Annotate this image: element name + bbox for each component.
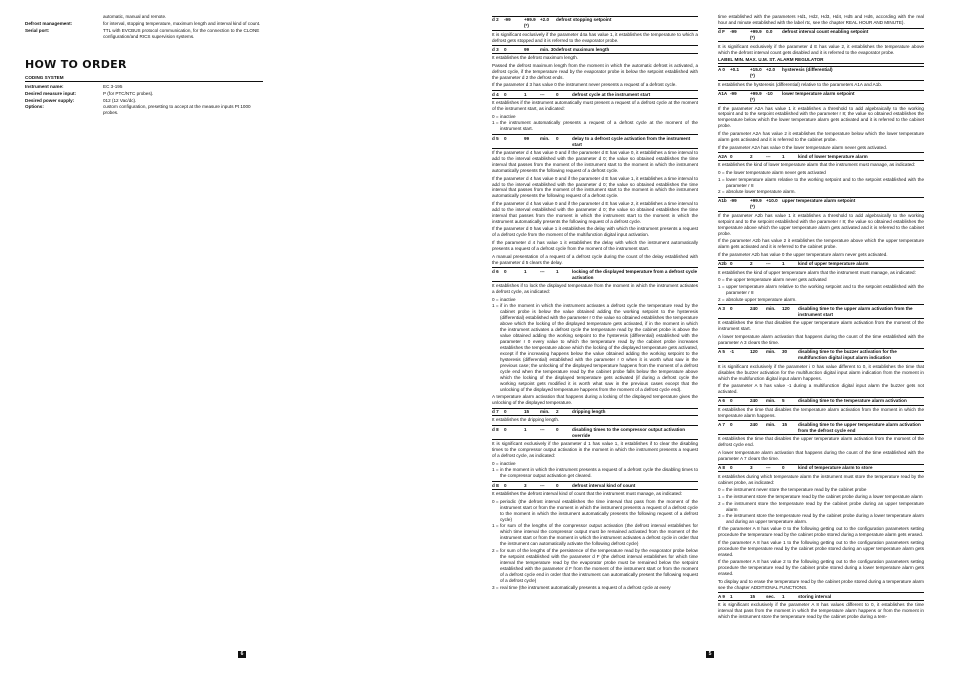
option-text: the instrument never store the temperature read by the cabinet probe [726, 487, 867, 493]
parameter-field: --- [540, 268, 545, 274]
paragraph: If the parameter A2b has value 2 it establishes the temperature above which the upper temperature alarm gets activated and it is referred to the cabinet probe. [718, 238, 924, 250]
option-number: 2 = [492, 548, 499, 553]
parameter-field: 0 [504, 482, 507, 488]
parameter-header [492, 134, 698, 149]
paragraph: If the parameter A 8 has value 2 to the following getting out to the configuration parameters setting procedure the temperature read by the cabinet probe stored during a lower temperature alarm gets erased. [718, 559, 924, 577]
parameter-field: min. [766, 349, 776, 355]
parameter-field: min. 30 [540, 46, 556, 52]
option-item [492, 523, 698, 547]
coding-row: Options: custom configuration, presetting to accept at the measure inputs Pt 1000 probes. [25, 104, 251, 116]
option-text: real time (the instrument automatically presents a request of a defrost cycle at every [500, 584, 671, 590]
parameter-header [718, 260, 924, 269]
parameter-field: A1A [718, 91, 728, 96]
parameter-field: -1 [730, 349, 735, 355]
intro-row: Defrost management: for interval, stopping temperature, maximum length and interval kind of count. [25, 20, 261, 26]
parameter-field: 15 [750, 593, 756, 599]
parameter-field: +99.9 (*) [750, 29, 762, 41]
parameter-field: 240 [750, 398, 758, 404]
option-text: periodic (the defrost interval establishes the time interval that pass from the moment of the instrument start or from the moment in which the instrument presents a request of a defrost cycle to the moment in which the instrument automatically presents the following request of a defrost cycle) [500, 498, 698, 522]
parameter-header [492, 481, 698, 490]
option-text: the lower temperature alarm never gets activated [726, 169, 826, 175]
coding-row: Desired measure input: P (for PTC/NTC probes). [25, 90, 154, 96]
option-text: for sum of the lengths of the persistence of the temperature read by the evaporator probe below the setpoint established with the parameter d F (the defrost interval establishes for which time interval the temperature read by the evaporator probe must be remained below the setpoint established with the parameter d F from the moment of the instrument start or from the moment of a defrost cycle end in order that the instrument can automatically present the following request of a defrost cycle) [500, 548, 698, 583]
parameter-description: kind of lower temperature alarm [798, 153, 868, 159]
parameter-field: d 2 [492, 17, 499, 23]
parameter-field: 0 [504, 268, 507, 274]
paragraph: A temperature alarm activation that happens during a locking of the displayed temperature gives the unlocking of the displayed temperature. [492, 393, 698, 405]
parameter-field: min. [540, 135, 550, 141]
parameter-description: disabling time to the buzzer activation for the multifunction digital input alarm indication [798, 349, 897, 361]
parameter-header [718, 397, 924, 406]
parameter-field: 0 [730, 153, 733, 159]
parameter-field: 3 [524, 482, 527, 488]
paragraph: If the parameter d 0 has value 1 it establishes the delay with which the instrument presents a request of a defrost cycle from the moment of the multifunction digital input activation. [492, 226, 698, 238]
option-text: inactive [500, 460, 516, 466]
parameter-description: delay to a defrost cycle activation from the instrument start [572, 135, 691, 147]
parameter-field: +99.9 (*) [750, 91, 762, 102]
parameter-header [492, 408, 698, 417]
parameter-field: 5 [782, 398, 785, 404]
parameter-field: 3 [750, 465, 753, 471]
parameter-description: kind of upper temperature alarm [798, 261, 869, 267]
parameter-field: 99 [524, 135, 530, 141]
parameter-field: -99 [730, 198, 737, 204]
parameter-field: +15.0 (*) [750, 67, 762, 79]
parameter-description: storing interval [798, 593, 832, 599]
parameter-field: 15 [782, 421, 788, 427]
paragraph: It is significant exclusively if the parameter i 0 has value different to 0, it establishes the time that disables the buzzer activation for the multifunction digital input alarm indication from the moment in which the multifunction digital input alarm happens. [718, 363, 924, 381]
option-number: 0 = [718, 487, 725, 493]
parameter-description: locking of the displayed temperature from a defrost cycle activation [572, 268, 698, 280]
parameter-description: lower temperature alarm setpoint [782, 91, 855, 96]
parameter-header [718, 348, 924, 363]
parameter-header [718, 592, 924, 601]
option-item [718, 513, 924, 525]
parameter-header [718, 420, 924, 435]
parameter-field: A 8 [718, 465, 725, 471]
paragraph: A lower temperature alarm activation that happens during the count of the time established with the parameter A 3 clears the time. [718, 333, 924, 345]
option-item [718, 189, 924, 195]
paragraph: It establishes the dripping length. [492, 417, 560, 423]
option-number: 1 = [492, 467, 499, 473]
parameter-field: min. [766, 305, 776, 311]
intro-row: Serial port: TTL with EVCBUS protocol communication, for the connection to the CLONE configuration/and RICS supervision systems. [25, 27, 260, 39]
option-text: the instrument store the temperature read by the cabinet probe during an upper temperature alarm [726, 500, 924, 512]
parameter-header [718, 28, 924, 43]
parameter-field: 0 [556, 426, 559, 432]
option-item [492, 585, 698, 591]
option-item [492, 120, 698, 132]
parameter-field: sec. [766, 593, 775, 599]
paragraph: It establishes the kind of lower temperature alarm that the instrument must manage, as indicated: [718, 162, 916, 168]
option-number: 2 = [718, 296, 725, 302]
parameter-field: 0 [730, 261, 733, 267]
parameter-field: 15 [524, 408, 530, 414]
option-text: absolute upper temperature alarm. [726, 296, 797, 302]
parameter-field: 0 [782, 465, 785, 471]
parameter-header [492, 45, 698, 54]
option-item [492, 461, 698, 467]
paragraph: If the parameter d 3 has value 0 the instrument never presents a request of a defrost cycle. [492, 82, 677, 88]
parameter-field: A2b [718, 261, 727, 267]
parameter-field: 0 [504, 408, 507, 414]
parameter-field: -99 [730, 29, 737, 35]
parameter-description: defrost maximum length [556, 46, 610, 52]
option-number: 1 = [718, 176, 725, 182]
paragraph: If the parameter d 4 has value 0 and if the parameter d E has value 2, it establishes a time interval to add to the interval established with the parameter d 0; the value so obtained establishes the time interval that passes from the moment in which the instrument start to the moment in which the instrument automatically presents the following request of a defrost cycle. [492, 201, 698, 224]
intro-list [25, 14, 263, 40]
paragraph: It establishes the time that disables the upper temperature alarm activation from the moment of the instrument start. [718, 320, 924, 332]
parameter-field: 1 [524, 426, 527, 432]
parameter-description: disabling time to the upper temperature alarm activation from the defrost cycle end [798, 421, 921, 433]
parameter-field: d 5 [492, 135, 499, 141]
parameter-field: +99.9 (*) [750, 198, 762, 210]
parameter-field: A 0 [718, 67, 725, 73]
parameter-header [718, 304, 924, 319]
parameter-field: 0.0 [766, 29, 773, 35]
parameter-field: -99 [504, 17, 511, 23]
paragraph: It establishes the hysteresis (differential) relative to the parameters A1A and A1b. [718, 81, 883, 87]
paragraph: It establishes during which temperature alarm the instrument must store the temperature read by the cabinet probe, as indicated: [718, 473, 924, 485]
parameter-header [718, 152, 924, 161]
paragraph: A lower temperature alarm activation that happens during the count of the time established with the parameter A 7 clears the time. [718, 449, 924, 461]
parameter-header [718, 197, 924, 212]
parameter-description: disabling time to the temperature alarm activation [798, 398, 907, 404]
option-item [492, 499, 698, 523]
parameter-field: --- [766, 465, 771, 471]
option-text: the upper temperature alarm never gets activated [726, 277, 827, 283]
option-item [718, 277, 924, 283]
parameter-field: 2 [556, 408, 559, 414]
parameter-field: -10 [766, 91, 773, 96]
parameter-field: 2 [750, 153, 753, 159]
paragraph: If the parameter A2A has value 0 the lower temperature alarm never gets activated. [718, 144, 888, 150]
option-text: the instrument store the temperature read by the cabinet probe during a lower temperature alarm [726, 493, 923, 499]
option-number: 3 = [492, 584, 499, 590]
option-number: 1 = [718, 493, 725, 499]
parameter-description: kind of temperature alarm to store [798, 465, 873, 471]
parameter-field: 1 [524, 268, 527, 274]
parameter-field: A 6 [718, 398, 725, 404]
parameter-field: --- [766, 261, 771, 267]
parameter-field: 0 [730, 305, 733, 311]
parameter-field: -99 [730, 91, 737, 96]
option-item [718, 494, 924, 500]
parameter-column-1 [492, 14, 698, 591]
parameter-field: min. [766, 398, 776, 404]
paragraph: If the parameter A2A has value 2 it establishes the temperature below which the lower temperature alarm gets activated and it is referred to the cabinet probe. [718, 130, 924, 142]
parameter-field: 0 [504, 91, 507, 97]
parameter-description: hysteresis (differential) [782, 67, 833, 73]
option-number: 1 = [492, 120, 499, 126]
option-item [718, 170, 924, 176]
parameter-field: 2 [750, 261, 753, 267]
option-number: 2 = [718, 189, 725, 195]
paragraph: It is significant exclusively if the parameter d E has value 2, it establishes the temperature above which the defrost interval count gets disabled and it is referred to the evaporator probe. [718, 43, 924, 55]
option-text: if in the moment in which the instrument activates a defrost cycle the temperature read by the cabinet probe is below the value obtained adding the working setpoint to the hysteresis (differential) established with the parameter r 0 the value so obtained establishes the temperature above which the locking of the displayed temperature gets activated, if in the moment in which the instrument activates a defrost cycle the temperature read by the cabinet probe is above the value obtained adding the working setpoint to the hysteresis (differential) established with the parameter r 0 every value to which the temperature read by the cabinet probe increases establishes the temperature above which the locking of the displayed temperature gets activated, except if the increasing happens below the value obtained adding the working setpoint to the hysteresis (differential) established with the parameter r 0 when it is worth what saw in the previous case; the unlocking of the displayed temperature happens from the moment of a defrost cycle end when the temperature read by the cabinet probe falls below the temperature above which the locking of the displayed temperature gets activated (if during a defrost cycle the working setpoint gets modified it is worth what saw in the previous cases except that the unlocking of the displayed temperature happens from the moment of a defrost cycle end). [500, 303, 698, 393]
paragraph: It establishes the time that disables the upper temperature alarm activation from the moment of the defrost cycle end. [718, 436, 924, 448]
parameter-field: A1b [718, 198, 727, 204]
parameter-field: 0 [504, 135, 507, 141]
parameter-header [492, 90, 698, 99]
paragraph: It is significant exclusively if the parameter d4a has value 1, it establishes the temperature to which a defrost gets stopped and it is referred to the evaporator probe. [492, 31, 698, 43]
paragraph: It establishes if the instrument automatically must present a request of a defrost cycle at the moment of the instrument start, as indicated: [492, 100, 698, 112]
option-text: for sum of the lengths of the compressor output activation (the defrost interval establishes for which time interval the compressor output must be remained activated from the moment of the instrument start or from the moment in which the instrument activates a defrost cycle in order that the instrument can automatically activate the following defrost cycle) [500, 523, 698, 547]
parameter-header [718, 464, 924, 473]
intro-row: automatic, manual and remote. [103, 14, 167, 19]
parameter-field: d 4 [492, 91, 499, 97]
parameter-field: A 9 [718, 593, 725, 599]
option-text: the instrument automatically presents a request of a defrost cycle at the moment of the instrument start. [500, 120, 698, 132]
parameter-field: 0 [504, 426, 507, 432]
option-text: the instrument store the temperature read by the cabinet probe during a lower temperature alarm and during an upper temperature alarm. [726, 513, 924, 525]
option-number: 0 = [492, 460, 499, 466]
paragraph: If the parameter A 8 has value 1 to the following getting out to the configuration parameters setting procedure the temperature read by the cabinet probe stored during an upper temperature alarm gets erased. [718, 539, 924, 557]
option-number: 0 = [718, 277, 725, 283]
option-number: 1 = [492, 523, 499, 529]
parameter-header [718, 66, 924, 81]
paragraph: If the parameter A2b has value 1 it establishes a threshold to add algebraically to the working setpoint and to the setpoint established with the parameter r 8; the value so obtained establishes the temperature above which the upper temperature alarm gets activated and it is referred to the cabinet probe. [718, 212, 924, 236]
how-to-order-heading: HOW TO ORDER [25, 58, 127, 71]
option-text: in the moment in which the instrument presents a request of a defrost cycle the disabling times to the compressor output activation get cleared. [500, 467, 698, 479]
parameter-description: disabling times to the compressor output activation override [572, 426, 686, 438]
parameter-description: defrost interval count enabling setpoint [782, 29, 869, 35]
option-number: 1 = [492, 303, 499, 309]
paragraph: If the parameter A 5 has value -1 during a multifunction digital input alarm the buzzer gets not activated. [718, 383, 924, 395]
paragraph: It establishes the time that disables the temperature alarm activation from the moment in which the temperature alarm happens. [718, 406, 924, 418]
option-number: 2 = [718, 500, 725, 506]
parameter-field: d 8 [492, 426, 499, 432]
parameter-field: d 7 [492, 408, 499, 414]
parameter-field: d E [492, 482, 500, 488]
parameter-field: +0.1 [730, 67, 740, 73]
parameter-description: disabling time to the upper alarm activation from the instrument start [798, 305, 913, 317]
paragraph: If the parameter d 4 has value 0 and if the parameter d E has value 1, it establishes a time interval to add to the interval established with the parameter d 0; the value so obtained establishes the time interval that passes from the moment of the instrument start to the moment in which the instrument automatically presents the following request of a defrost cycle. [492, 175, 698, 199]
option-item [492, 114, 698, 120]
parameter-field: --- [540, 426, 545, 432]
paragraph: If the parameter A 8 has value 0 to the following getting out to the configuration parameters setting procedure the temperature read by the cabinet probe stored during a temperature alarm gets erased. [718, 526, 924, 538]
parameter-field: 1 [556, 268, 559, 274]
paragraph: It establishes the kind of upper temperature alarm that the instrument must manage, as indicated: [718, 269, 916, 275]
parameter-header [718, 90, 924, 105]
paragraph: If the parameter d 4 has value 0 and if the parameter d E has value 0, it establishes a time interval to add to the interval established with the parameter d 0; the value so obtained establishes the time interval that passes from the moment of the instrument start to the moment in which the instrument automatically presents the following request of a defrost cycle. [492, 150, 698, 173]
table-heading: LABEL MIN. MAX. U.M. ST. ALARM REGULATOR [718, 57, 924, 64]
coding-list [25, 84, 263, 117]
parameter-field: 0 [504, 46, 507, 52]
option-item [718, 284, 924, 296]
parameter-field: 0 [730, 398, 733, 404]
parameter-field: +2.0 [540, 17, 550, 23]
parameter-field: +10.0 [766, 198, 778, 204]
option-number: 0 = [718, 169, 725, 175]
option-item [492, 548, 698, 584]
parameter-field: A 5 [718, 349, 725, 355]
parameter-field: 0 [556, 135, 559, 141]
parameter-header [492, 267, 698, 282]
parameter-field: 120 [750, 349, 758, 355]
paragraph: It is significant exclusively if the parameter A 8 has values different to 0, it establishes the time interval that pass from the moment in which the temperature alarm happens or from the moment in which the instrument store the temperature read by the cabinet probe during a tem- [718, 602, 924, 620]
option-item [718, 487, 924, 493]
paragraph: It establishes the defrost interval kind of count that the instrument must manage, as indicated: [492, 491, 682, 497]
parameter-field: min. [540, 408, 550, 414]
option-text: inactive [500, 296, 516, 302]
parameter-field: 0 [556, 482, 559, 488]
parameter-field: A 7 [718, 421, 725, 427]
parameter-field: 240 [750, 421, 758, 427]
option-number: 0 = [492, 498, 499, 504]
parameter-field: d 6 [492, 268, 499, 274]
option-number: 1 = [718, 283, 725, 289]
paragraph: A manual presentation of a request of a defrost cycle during the count of the delay established with the parameter d 5 clears the delay. [492, 253, 698, 265]
parameter-field: 1 [730, 593, 733, 599]
paragraph: Passed the defrost maximum length from the moment in which the automatic defrost is activated, a defrost cycle, if the temperature read by the evaporator probe is below the setpoint established with the parameter d 2 the defrost ends. [492, 62, 698, 80]
parameter-description: defrost cycle at the instrument start [572, 91, 651, 97]
option-text: upper temperature alarm relative to the working setpoint and to the setpoint established with the parameter r 8 [726, 283, 924, 295]
parameter-field: 30 [782, 349, 788, 355]
parameter-header [492, 16, 698, 31]
parameter-field: --- [766, 153, 771, 159]
paragraph: time established with the parameters Hd1, Hd2, Hd3, Hd4, Hd5 and Hd6, according with the real hour and minute established with the label rtc, see the chapter REAL HOUR AND MINUTE). [718, 14, 924, 25]
paragraph: To display and to erase the temperature read by the cabinet probe stored during a temperature alarm see the chapter ADDITIONAL FUNCTIONS. [718, 578, 924, 590]
option-item [718, 501, 924, 513]
option-text: lower temperature alarm relative to the working setpoint and to the setpoint established with the parameter r 8 [726, 176, 924, 188]
parameter-field: +99.9 (*) [524, 17, 536, 29]
parameter-description: defrost interval kind of count [572, 482, 636, 488]
option-number: 0 = [492, 296, 499, 302]
option-item [492, 303, 698, 393]
parameter-field: min. [766, 421, 776, 427]
coding-row: Instrument name: EC 3-195 [25, 84, 123, 89]
parameter-field: 120 [782, 305, 790, 311]
parameter-field: 0 [730, 421, 733, 427]
parameter-field: 1 [782, 593, 785, 599]
parameter-field: 0 [730, 465, 733, 471]
paragraph: It is significant exclusively if the parameter d 1 has value 1, it establishes if to clear the disabling times to the compressor output activation in the moment in which the instrument presents a request of a defrost cycle, as indicated: [492, 441, 698, 459]
parameter-description: dripping length [572, 408, 606, 414]
parameter-field: 1 [782, 153, 785, 159]
paragraph: If the parameter A2A has value 1 it establishes a threshold to add algebraically to the working setpoint and to the setpoint established with the parameter r 8; the value so obtained establishes the temperature below which the lower temperature alarm gets activated and it is referred to the cabinet probe. [718, 105, 924, 129]
option-item [492, 467, 698, 479]
parameter-description: defrost stopping setpoint [556, 17, 612, 23]
parameter-field: 1 [782, 261, 785, 267]
option-number: 0 = [492, 113, 499, 119]
paragraph: If the parameter d 4 has value 1 it establishes the delay with which the instrument automatically presents a request of a defrost cycle from the moment of the instrument start. [492, 240, 698, 251]
right-page [477, 0, 954, 675]
option-text: absolute lower temperature alarm. [726, 189, 796, 195]
parameter-field: A 3 [718, 305, 725, 311]
parameter-field: 1 [524, 91, 527, 97]
parameter-description: upper temperature alarm setpoint [782, 198, 856, 204]
parameter-field: 0 [556, 91, 559, 97]
option-text: inactive [500, 113, 516, 119]
parameter-field: 240 [750, 305, 758, 311]
coding-system-label: CODING SYSTEM [25, 75, 263, 82]
parameter-field: 99 [524, 46, 530, 52]
coding-row: Desired power supply: 012 (12 Vac/dc). [25, 97, 137, 103]
paragraph: It establishes the defrost maximum length. [492, 55, 579, 61]
option-number: 3 = [718, 513, 725, 519]
parameter-field: d 3 [492, 46, 499, 52]
parameter-header [492, 425, 698, 440]
parameter-field: d F [718, 29, 725, 35]
paragraph: If the parameter A2b has value 0 the upper temperature alarm never gets activated. [718, 251, 888, 257]
parameter-field: A2A [718, 153, 728, 159]
option-item [492, 297, 698, 303]
parameter-field: --- [540, 482, 545, 488]
parameter-field: --- [540, 91, 545, 97]
page-number: 6 [238, 651, 246, 658]
option-item [718, 297, 924, 303]
option-item [718, 177, 924, 189]
parameter-column-2 [718, 14, 924, 622]
parameter-field: +2.0 [766, 67, 776, 73]
paragraph: It establishes if to lock the displayed temperature from the moment in which the instrument activates a defrost cycle, as indicated: [492, 283, 698, 295]
page-number: 5 [706, 651, 714, 658]
